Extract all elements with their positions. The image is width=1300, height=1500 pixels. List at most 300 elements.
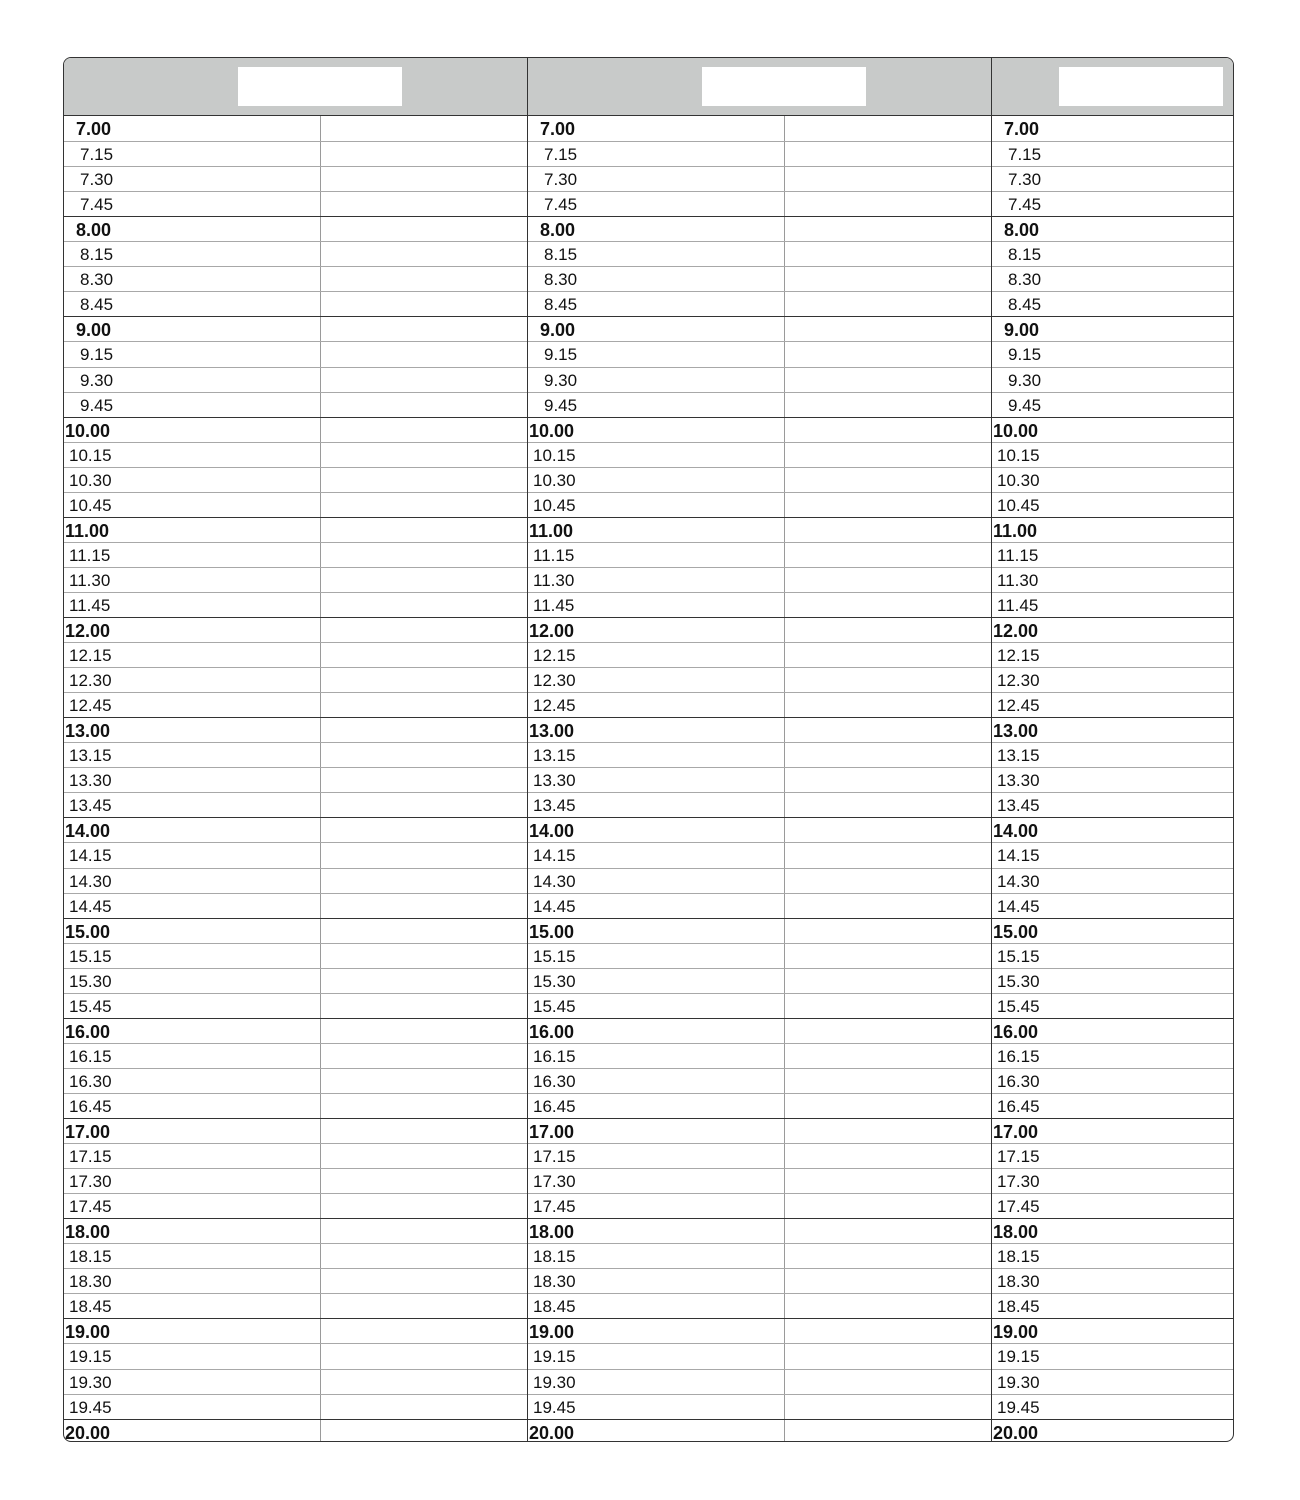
time-slot-row[interactable] <box>992 116 1234 141</box>
time-slot-row[interactable] <box>992 667 1234 692</box>
time-label: 9.45 <box>80 395 114 415</box>
schedule-table <box>63 57 1234 1442</box>
time-slot-row[interactable] <box>992 417 1234 442</box>
time-slot-row[interactable] <box>64 191 527 216</box>
time-slot-row[interactable] <box>528 767 991 792</box>
time-slot-row[interactable] <box>992 542 1234 567</box>
time-slot-row[interactable] <box>528 116 991 141</box>
time-slot-row[interactable] <box>528 1143 991 1168</box>
time-label: 13.00 <box>65 721 111 742</box>
time-slot-row[interactable] <box>64 1018 527 1043</box>
time-slot-row[interactable] <box>992 642 1234 667</box>
time-slot-row[interactable] <box>64 742 527 767</box>
time-slot-row[interactable] <box>64 266 527 291</box>
time-slot-row[interactable] <box>528 1193 991 1218</box>
time-slot-row[interactable] <box>992 868 1234 893</box>
time-slot-row[interactable] <box>64 692 527 717</box>
time-label: 10.15 <box>69 445 112 465</box>
time-label: 12.45 <box>69 696 112 716</box>
time-slot-row[interactable] <box>992 792 1234 817</box>
time-slot-row[interactable] <box>992 166 1234 191</box>
time-label: 10.30 <box>997 470 1040 490</box>
time-label: 13.45 <box>997 796 1040 816</box>
time-label: 14.45 <box>533 896 576 916</box>
time-label: 11.30 <box>997 570 1039 590</box>
time-slot-row[interactable] <box>992 1268 1234 1293</box>
time-label: 18.15 <box>997 1247 1040 1267</box>
time-label: 17.00 <box>65 1122 111 1142</box>
time-slot-row[interactable] <box>992 1369 1234 1394</box>
time-label: 13.30 <box>997 771 1040 791</box>
time-slot-row[interactable] <box>528 1293 991 1318</box>
time-label: 17.30 <box>997 1172 1040 1192</box>
time-slot-row[interactable] <box>64 1143 527 1168</box>
time-label: 8.15 <box>80 245 114 265</box>
time-label: 14.00 <box>993 821 1039 842</box>
time-label: 12.15 <box>69 646 112 666</box>
time-slot-row[interactable] <box>64 1118 527 1143</box>
time-label: 8.15 <box>1008 245 1042 265</box>
time-slot-row[interactable] <box>64 442 527 467</box>
time-label: 16.45 <box>69 1096 112 1116</box>
time-label: 15.45 <box>997 996 1040 1016</box>
time-slot-row[interactable] <box>992 517 1234 542</box>
time-slot-row[interactable] <box>64 592 527 617</box>
time-label: 11.15 <box>69 545 111 565</box>
time-slot-row[interactable] <box>992 742 1234 767</box>
time-label: 15.45 <box>69 996 112 1016</box>
time-slot-row[interactable] <box>528 1243 991 1268</box>
time-slot-row[interactable] <box>64 492 527 517</box>
time-label: 16.45 <box>533 1096 576 1116</box>
time-slot-row[interactable] <box>992 717 1234 742</box>
time-label: 9.45 <box>544 395 578 415</box>
time-slot-row[interactable] <box>992 817 1234 842</box>
time-slot-row[interactable] <box>992 1243 1234 1268</box>
time-label: 18.30 <box>69 1272 112 1292</box>
time-slot-row[interactable] <box>992 341 1234 366</box>
time-slot-row[interactable] <box>64 717 527 742</box>
time-label: 9.30 <box>80 370 114 390</box>
time-slot-row[interactable] <box>528 266 991 291</box>
time-label: 19.45 <box>533 1397 576 1417</box>
time-slot-row[interactable] <box>992 1143 1234 1168</box>
time-label: 15.15 <box>997 946 1040 966</box>
time-slot-row[interactable] <box>992 1419 1234 1442</box>
time-label: 9.00 <box>1004 320 1040 341</box>
time-label: 20.00 <box>993 1422 1039 1442</box>
time-slot-row[interactable] <box>528 492 991 517</box>
time-label: 10.00 <box>65 420 111 441</box>
time-label: 18.45 <box>533 1297 576 1317</box>
time-slot-row[interactable] <box>64 817 527 842</box>
time-slot-row[interactable] <box>64 517 527 542</box>
time-slot-row[interactable] <box>64 341 527 366</box>
time-label: 17.00 <box>993 1122 1039 1142</box>
time-slot-row[interactable] <box>64 567 527 592</box>
time-label: 12.45 <box>533 696 576 716</box>
time-label: 12.00 <box>65 621 111 641</box>
time-label: 7.15 <box>80 145 114 165</box>
time-slot-row[interactable] <box>992 918 1234 943</box>
time-slot-row[interactable] <box>992 291 1234 316</box>
time-label: 17.15 <box>533 1147 576 1167</box>
time-label: 10.15 <box>533 445 576 465</box>
time-slot-row[interactable] <box>528 1419 991 1442</box>
time-label: 19.15 <box>533 1347 576 1367</box>
time-slot-row[interactable] <box>64 667 527 692</box>
time-slot-row[interactable] <box>64 367 527 392</box>
time-label: 19.15 <box>69 1347 112 1367</box>
time-label: 18.15 <box>533 1247 576 1267</box>
time-slot-row[interactable] <box>992 392 1234 417</box>
time-label: 15.30 <box>533 971 576 991</box>
time-slot-row[interactable] <box>528 341 991 366</box>
time-label: 7.00 <box>540 119 576 139</box>
time-slot-row[interactable] <box>528 1343 991 1368</box>
time-slot-row[interactable] <box>528 968 991 993</box>
time-slot-row[interactable] <box>528 617 991 642</box>
time-label: 13.45 <box>533 796 576 816</box>
time-label: 9.45 <box>1008 395 1042 415</box>
time-label: 17.15 <box>69 1147 112 1167</box>
time-label: 7.30 <box>1008 170 1042 190</box>
time-slot-row[interactable] <box>528 1318 991 1343</box>
time-label: 16.15 <box>69 1046 112 1066</box>
time-slot-row[interactable] <box>992 1293 1234 1318</box>
time-label: 12.30 <box>69 671 112 691</box>
time-slot-row[interactable] <box>528 367 991 392</box>
time-label: 8.45 <box>80 295 114 315</box>
time-label: 15.15 <box>69 946 112 966</box>
time-label: 18.45 <box>997 1297 1040 1317</box>
time-label: 18.00 <box>993 1222 1039 1243</box>
time-slot-row[interactable] <box>528 1043 991 1068</box>
time-slot-row[interactable] <box>64 241 527 266</box>
time-slot-row[interactable] <box>992 592 1234 617</box>
time-label: 9.15 <box>80 345 114 365</box>
time-slot-row[interactable] <box>64 868 527 893</box>
time-slot-row[interactable] <box>992 141 1234 166</box>
time-slot-row[interactable] <box>992 1218 1234 1243</box>
time-label: 7.30 <box>80 170 114 190</box>
time-slot-row[interactable] <box>528 1018 991 1043</box>
time-label: 13.30 <box>69 771 112 791</box>
time-slot-row[interactable] <box>64 1093 527 1118</box>
time-slot-row[interactable] <box>528 717 991 742</box>
time-label: 10.00 <box>993 420 1039 441</box>
time-label: 10.30 <box>69 470 112 490</box>
time-slot-row[interactable] <box>528 1118 991 1143</box>
time-label: 17.30 <box>69 1172 112 1192</box>
time-label: 16.30 <box>533 1071 576 1091</box>
time-slot-row[interactable] <box>528 1068 991 1093</box>
time-slot-row[interactable] <box>64 968 527 993</box>
time-label: 16.15 <box>997 1046 1040 1066</box>
time-label: 7.15 <box>544 145 578 165</box>
time-label: 9.15 <box>544 345 578 365</box>
time-slot-row[interactable] <box>992 617 1234 642</box>
time-slot-row[interactable] <box>528 291 991 316</box>
time-label: 14.15 <box>533 846 576 866</box>
time-slot-row[interactable] <box>64 1043 527 1068</box>
time-label: 7.45 <box>544 195 578 215</box>
time-slot-row[interactable] <box>992 1394 1234 1419</box>
time-label: 11.30 <box>69 570 111 590</box>
time-slot-row[interactable] <box>64 993 527 1018</box>
time-label: 11.45 <box>69 595 111 615</box>
column-3-title-field[interactable] <box>1059 67 1223 106</box>
time-slot-row[interactable] <box>992 842 1234 867</box>
time-label: 10.15 <box>997 445 1040 465</box>
time-slot-row[interactable] <box>528 1168 991 1193</box>
time-slot-row[interactable] <box>528 392 991 417</box>
time-label: 15.00 <box>529 921 575 942</box>
time-slot-row[interactable] <box>992 1093 1234 1118</box>
time-slot-row[interactable] <box>64 417 527 442</box>
time-label: 19.00 <box>993 1322 1039 1343</box>
time-slot-row[interactable] <box>64 918 527 943</box>
time-slot-row[interactable] <box>992 767 1234 792</box>
time-slot-row[interactable] <box>992 367 1234 392</box>
time-label: 9.15 <box>1008 345 1042 365</box>
time-label: 18.00 <box>65 1222 111 1243</box>
time-slot-row[interactable] <box>64 617 527 642</box>
time-label: 11.30 <box>533 570 575 590</box>
time-label: 15.00 <box>993 921 1039 942</box>
column-1-title-field[interactable] <box>238 67 402 106</box>
time-label: 11.15 <box>997 545 1039 565</box>
time-slot-row[interactable] <box>528 567 991 592</box>
time-slot-row[interactable] <box>64 141 527 166</box>
time-slot-row[interactable] <box>64 316 527 341</box>
time-label: 15.30 <box>69 971 112 991</box>
time-label: 18.30 <box>533 1272 576 1292</box>
time-slot-row[interactable] <box>64 166 527 191</box>
time-slot-row[interactable] <box>528 316 991 341</box>
time-slot-row[interactable] <box>64 1243 527 1268</box>
time-slot-row[interactable] <box>64 216 527 241</box>
time-label: 19.30 <box>533 1372 576 1392</box>
time-label: 14.00 <box>529 821 575 842</box>
time-slot-row[interactable] <box>528 216 991 241</box>
time-label: 18.45 <box>69 1297 112 1317</box>
time-slot-row[interactable] <box>64 767 527 792</box>
time-slot-row[interactable] <box>64 1318 527 1343</box>
time-label: 9.00 <box>540 320 576 341</box>
time-slot-row[interactable] <box>992 442 1234 467</box>
time-slot-row[interactable] <box>992 1018 1234 1043</box>
time-label: 16.30 <box>69 1071 112 1091</box>
time-label: 8.00 <box>76 220 112 241</box>
time-slot-row[interactable] <box>992 1068 1234 1093</box>
time-label: 14.45 <box>69 896 112 916</box>
time-label: 14.00 <box>65 821 111 842</box>
time-slot-row[interactable] <box>528 592 991 617</box>
time-slot-row[interactable] <box>992 1318 1234 1343</box>
time-label: 8.30 <box>544 270 578 290</box>
time-label: 12.00 <box>529 621 575 641</box>
time-slot-row[interactable] <box>528 667 991 692</box>
time-slot-row[interactable] <box>64 542 527 567</box>
time-label: 10.45 <box>533 495 576 515</box>
time-slot-row[interactable] <box>992 993 1234 1018</box>
time-slot-row[interactable] <box>64 1268 527 1293</box>
time-slot-row[interactable] <box>528 417 991 442</box>
time-slot-row[interactable] <box>528 1268 991 1293</box>
time-label: 16.00 <box>65 1021 111 1042</box>
time-slot-row[interactable] <box>528 742 991 767</box>
time-slot-row[interactable] <box>64 467 527 492</box>
time-slot-row[interactable] <box>64 1394 527 1419</box>
time-label: 12.15 <box>533 646 576 666</box>
time-label: 7.45 <box>1008 195 1042 215</box>
time-label: 12.00 <box>993 621 1039 641</box>
time-label: 8.30 <box>1008 270 1042 290</box>
time-label: 8.45 <box>1008 295 1042 315</box>
time-label: 12.45 <box>997 696 1040 716</box>
time-slot-row[interactable] <box>528 842 991 867</box>
time-slot-row[interactable] <box>64 1068 527 1093</box>
time-slot-row[interactable] <box>992 567 1234 592</box>
time-slot-row[interactable] <box>528 642 991 667</box>
time-slot-row[interactable] <box>64 1218 527 1243</box>
time-slot-row[interactable] <box>528 542 991 567</box>
time-label: 17.15 <box>997 1147 1040 1167</box>
time-label: 10.30 <box>533 470 576 490</box>
time-slot-row[interactable] <box>64 792 527 817</box>
time-label: 11.00 <box>529 520 574 541</box>
time-label: 8.00 <box>1004 220 1040 241</box>
time-label: 17.30 <box>533 1172 576 1192</box>
time-label: 17.00 <box>529 1122 575 1142</box>
time-label: 13.45 <box>69 796 112 816</box>
time-slot-row[interactable] <box>528 517 991 542</box>
time-slot-row[interactable] <box>528 191 991 216</box>
time-slot-row[interactable] <box>528 792 991 817</box>
time-label: 10.45 <box>997 495 1040 515</box>
time-slot-row[interactable] <box>64 1343 527 1368</box>
time-label: 10.45 <box>69 495 112 515</box>
time-label: 8.15 <box>544 245 578 265</box>
time-label: 13.00 <box>529 721 575 742</box>
time-slot-row[interactable] <box>64 392 527 417</box>
time-label: 14.45 <box>997 896 1040 916</box>
time-slot-row[interactable] <box>64 842 527 867</box>
time-label: 14.15 <box>69 846 112 866</box>
time-label: 14.30 <box>533 871 576 891</box>
time-slot-row[interactable] <box>528 868 991 893</box>
time-slot-row[interactable] <box>64 1193 527 1218</box>
table-header <box>64 58 1233 116</box>
time-slot-row[interactable] <box>992 692 1234 717</box>
time-label: 15.45 <box>533 996 576 1016</box>
time-label: 8.00 <box>540 220 576 241</box>
time-slot-row[interactable] <box>528 241 991 266</box>
time-slot-row[interactable] <box>528 1093 991 1118</box>
time-slot-row[interactable] <box>528 166 991 191</box>
time-slot-row[interactable] <box>992 1343 1234 1368</box>
time-label: 7.00 <box>76 119 112 139</box>
time-slot-row[interactable] <box>528 993 991 1018</box>
time-label: 20.00 <box>529 1422 575 1442</box>
time-label: 11.45 <box>997 595 1039 615</box>
time-slot-row[interactable] <box>64 893 527 918</box>
time-label: 12.15 <box>997 646 1040 666</box>
time-label: 7.00 <box>1004 119 1040 139</box>
time-slot-row[interactable] <box>64 642 527 667</box>
time-slot-row[interactable] <box>992 492 1234 517</box>
time-label: 13.15 <box>997 746 1040 766</box>
time-label: 16.00 <box>993 1021 1039 1042</box>
time-slot-row[interactable] <box>64 1419 527 1442</box>
time-label: 11.00 <box>993 520 1038 541</box>
time-slot-row[interactable] <box>992 241 1234 266</box>
time-slot-row[interactable] <box>992 216 1234 241</box>
time-slot-row[interactable] <box>992 968 1234 993</box>
time-slot-row[interactable] <box>992 266 1234 291</box>
time-slot-row[interactable] <box>64 1369 527 1394</box>
time-label: 9.30 <box>544 370 578 390</box>
time-label: 13.15 <box>533 746 576 766</box>
time-slot-row[interactable] <box>528 1394 991 1419</box>
time-label: 15.15 <box>533 946 576 966</box>
time-slot-row[interactable] <box>528 1218 991 1243</box>
time-slot-row[interactable] <box>64 1168 527 1193</box>
time-slot-row[interactable] <box>992 316 1234 341</box>
time-slot-row[interactable] <box>992 467 1234 492</box>
time-slot-row[interactable] <box>992 1118 1234 1143</box>
time-label: 18.00 <box>529 1222 575 1243</box>
time-label: 12.30 <box>997 671 1040 691</box>
time-slot-row[interactable] <box>992 191 1234 216</box>
column-2-title-field[interactable] <box>702 67 866 106</box>
time-label: 14.30 <box>997 871 1040 891</box>
time-slot-row[interactable] <box>992 1193 1234 1218</box>
time-slot-row[interactable] <box>528 692 991 717</box>
time-slot-row[interactable] <box>528 817 991 842</box>
time-slot-row[interactable] <box>64 291 527 316</box>
time-label: 14.15 <box>997 846 1040 866</box>
time-label: 20.00 <box>65 1422 111 1442</box>
time-slot-row[interactable] <box>528 467 991 492</box>
time-label: 10.00 <box>529 420 575 441</box>
time-slot-row[interactable] <box>64 943 527 968</box>
time-label: 19.45 <box>69 1397 112 1417</box>
time-slot-row[interactable] <box>528 943 991 968</box>
time-slot-row[interactable] <box>64 1293 527 1318</box>
time-slot-row[interactable] <box>64 116 527 141</box>
time-slot-row[interactable] <box>992 943 1234 968</box>
time-slot-row[interactable] <box>528 442 991 467</box>
time-label: 18.30 <box>997 1272 1040 1292</box>
time-label: 9.00 <box>76 320 112 341</box>
time-slot-row[interactable] <box>992 893 1234 918</box>
time-label: 11.00 <box>65 520 110 541</box>
time-label: 7.15 <box>1008 145 1042 165</box>
time-label: 15.00 <box>65 921 111 942</box>
time-label: 19.45 <box>997 1397 1040 1417</box>
time-slot-row[interactable] <box>992 1043 1234 1068</box>
time-label: 17.45 <box>69 1197 112 1217</box>
time-slot-row[interactable] <box>528 893 991 918</box>
time-slot-row[interactable] <box>528 1369 991 1394</box>
time-slot-row[interactable] <box>528 918 991 943</box>
time-label: 13.30 <box>533 771 576 791</box>
time-slot-row[interactable] <box>992 1168 1234 1193</box>
time-slot-row[interactable] <box>528 141 991 166</box>
time-label: 19.15 <box>997 1347 1040 1367</box>
